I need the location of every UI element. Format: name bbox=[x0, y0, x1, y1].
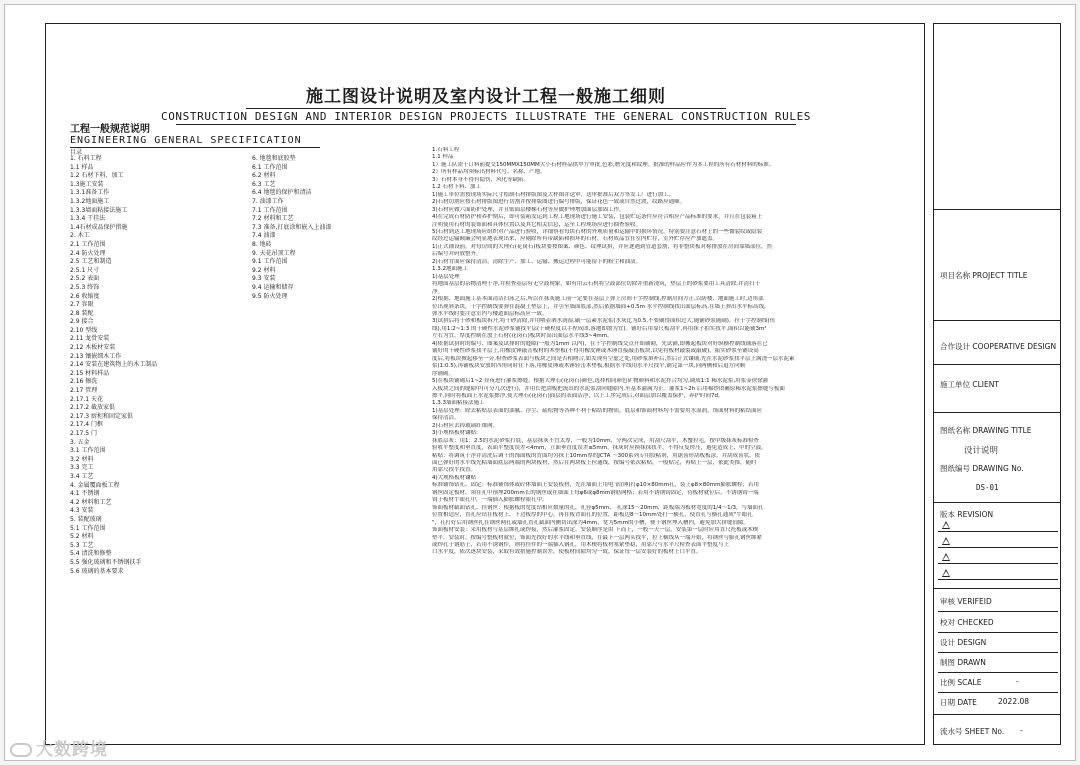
revision-row-1 bbox=[938, 520, 1058, 532]
spec-paragraph: 1)正式铺设前，对每房间的大理石(花岗石)板块要按图案、颜色、纹理试拼，并应逐遇到管道套割，将非整块板对称排放在房间靠墙部位，然 bbox=[432, 243, 772, 250]
toc-item: 2.4 防火处理 bbox=[70, 249, 106, 257]
toc-item: 5.4 清洗和修整 bbox=[70, 550, 112, 558]
revision-triangle-icon bbox=[942, 521, 950, 529]
date-label: 日期 DATE bbox=[940, 698, 977, 707]
spec-paragraph: 位出现斜条块，十字控制线要弹在混凝土垫层上，并引至墙面底部,然后依据墙面+0.5m 水平控制线找出面层标高,在墙上弹出水平标高线, bbox=[432, 303, 766, 310]
sheet-number-label: 流水号 SHEET No. bbox=[940, 727, 1005, 736]
spec-paragraph: 2）所有样品均须标出材料代号、名称、产地。 bbox=[432, 169, 546, 176]
revision-label: 版本 REVISION bbox=[940, 510, 994, 519]
spec-paragraph: 或焊孔于钢筋上，若用不锈钢件，则将挂件的一端插入钢孔，用木楔将板材塞紧垫稳，用靠尺与水平尺检查表面平整度与上 bbox=[432, 542, 730, 549]
design-label: 设计 DESIGN bbox=[940, 638, 987, 647]
divider bbox=[934, 209, 1060, 210]
toc-item: 9. 天花吊顶工程 bbox=[252, 249, 296, 257]
spec-paragraph: 5)在板块铺砌后1~2 昼夜进行灌浆擦缝。根据大理石(花岗石)颜色,选择相同颜色矿物颜料和水泥拌合均匀,调成1:1 稀水泥浆,用浆壶徐徐灌 bbox=[432, 378, 769, 385]
spec-paragraph: 验收平整度和垂直度，表面平整度误差<4mm，立面垂直度误差≤5mm，抹灰时应换抹抹找平，不得反复搓压，避免造成上、中的空鼓。 bbox=[432, 445, 767, 452]
toc-item: 1.3.1准备工作 bbox=[70, 189, 110, 197]
spec-paragraph: 钢丝固定板材，须在孔中预埋200mm长的钢丝或在墙面上每φ6或φ8mm钢筋网格；若用不锈钢钩固定，待板材就位后，不锈钢钩一端 bbox=[432, 489, 759, 496]
toc-label: 目录 bbox=[70, 149, 83, 156]
spec-paragraph: 标准铺饰钻孔、固定：标准铺饰体或砼体墙面上安装板材，先在墙面上用电 钻(锤)打φ10×80mm孔，装上φ8×80mm膨胀螺栓；若用 bbox=[432, 482, 759, 489]
toc-item: 3.2 材料 bbox=[70, 455, 94, 463]
spec-paragraph: 3)试拼后将干砂和板块拆开,将干砂清除,并用喂壶洒水润湿,刷一层素水泥浆(水灰比为0.5,不要刷得面积过大,随铺砂浆随刷)。拉十字控制线(鱼 bbox=[432, 318, 776, 325]
divider bbox=[938, 611, 1058, 612]
title-block bbox=[933, 23, 1061, 745]
spec-paragraph: 3）石材本身不得有隐伤、风化等缺陷。 bbox=[432, 176, 530, 183]
spec-paragraph: 1.2 石材下料、加工 bbox=[432, 184, 481, 191]
spec-paragraph: 纹经过运输颠簸会明显地表现出来，应剔除所有带缺陷和损坏的石材，石材成品宜在室内贮存，室外贮存应严加遮盖。 bbox=[432, 236, 719, 243]
toc-item: 2.17.1 天花 bbox=[70, 395, 103, 403]
spec-paragraph: 垫平，安装时，按编号整板材就位，饰面先找好的水平线和垂直线，在最下一层两头找平，拉上横线从一端开始，将钢丝与膨孔钢丝绑紧 bbox=[432, 534, 763, 541]
checked-label: 校对 CHECKED bbox=[940, 618, 994, 627]
divider bbox=[938, 692, 1058, 693]
spec-paragraph: 1.3.3墙面粘接法施工 bbox=[432, 400, 485, 407]
toc-item: 5.2 材料 bbox=[70, 533, 94, 541]
toc-item: 2.6 收缩度 bbox=[70, 292, 100, 300]
toc-item: 2.11 龙骨安装 bbox=[70, 335, 110, 343]
toc-item: 9.3 安装 bbox=[252, 275, 276, 283]
project-title-label: 项目名称 PROJECT TITLE bbox=[940, 271, 1028, 280]
toc-item: 7.2 材料和工艺 bbox=[252, 215, 294, 223]
divider bbox=[934, 320, 1060, 321]
divider bbox=[938, 672, 1058, 673]
toc-item: 2.5.3 终饰 bbox=[70, 283, 100, 291]
toc-item: 5.3 工艺 bbox=[70, 541, 94, 549]
toc-item: 8. 地砖 bbox=[252, 240, 272, 248]
spec-paragraph: 2)石材背面应保持清洁，清除生产、加工、运输、搬运过程中可能留下的粉尘和油渍。 bbox=[432, 258, 642, 265]
spec-paragraph: 面已弹好的水平线先粘墙面底层两端的两块板材，然后在两块板上拉通线，按编号依次粘贴，一般贴完，再贴上一层，依此类推，随时 bbox=[432, 460, 757, 467]
spec-paragraph: 1.石料工程 bbox=[432, 147, 460, 153]
spec-paragraph: 4)依据试拼时的编号、图案及试排时的缝隙(一般为1mm 以内)，在十字控制线交点开始铺砌，先试铺,即搬起板块对好纵横控制线铺落在已 bbox=[432, 340, 768, 347]
toc-item: 1.2 石材下料、加工 bbox=[70, 172, 124, 180]
divider bbox=[934, 412, 1060, 413]
toc-item: 7.3 准备,打底涂和嵌入上油漆 bbox=[252, 223, 332, 231]
toc-item: 6.1 工作范围 bbox=[252, 163, 288, 171]
divider bbox=[934, 364, 1060, 365]
section-heading bbox=[70, 120, 320, 148]
toc-item: 2.5.1 尺寸 bbox=[70, 266, 100, 274]
revision-triangle-icon bbox=[942, 569, 950, 577]
toc-item: 2.1 工作范围 bbox=[70, 240, 106, 248]
drawing-sheet bbox=[4, 4, 1076, 761]
spec-paragraph: 3)小规格板材镶贴: bbox=[432, 430, 478, 437]
toc-item: 2.10 型线 bbox=[70, 326, 98, 334]
revision-row-4 bbox=[938, 568, 1058, 580]
toc-item: 3.4 工艺 bbox=[70, 472, 94, 480]
toc-item: 5.6 玻璃的基本要求 bbox=[70, 567, 124, 575]
toc-item: 4.1 不锈钢 bbox=[70, 490, 100, 498]
toc-column-2 bbox=[252, 155, 331, 301]
spec-paragraph: 2)石材应去掉玻璃纤维网。 bbox=[432, 422, 499, 429]
date-value: 2022.08 bbox=[998, 697, 1030, 706]
spec-paragraph: 保持清洁。 bbox=[432, 415, 460, 422]
toc-item: 9.2 材料 bbox=[252, 266, 276, 274]
scale-value: - bbox=[1016, 677, 1019, 686]
cooperative-design-label: 合作设计 COOPERATIVE DESIGN bbox=[940, 342, 1057, 351]
toc-item: 3.3 完工 bbox=[70, 464, 94, 472]
toc-item: 9.1 工作范围 bbox=[252, 258, 288, 266]
divider bbox=[934, 588, 1060, 589]
toc-item: 2.13 镶嵌细木工作 bbox=[70, 352, 122, 360]
toc-item: 1.3.2地面施工 bbox=[70, 197, 110, 205]
toc-item: 3.1 工作范围 bbox=[70, 447, 106, 455]
toc-item: 1.3.3墙面粘接法施工 bbox=[70, 206, 128, 214]
toc-item: 1. 石料工程 bbox=[70, 155, 102, 162]
toc-item: 2.14 安装在建筑物上的木工制品 bbox=[70, 361, 158, 369]
spec-paragraph: 1.1 样品 bbox=[432, 154, 454, 161]
toc-item: 2.17.4 门框 bbox=[70, 421, 103, 429]
toc-item: 1.4石材成品保护措施 bbox=[70, 223, 128, 231]
spec-paragraph: 饰面板材安装：采用板材与基层绑扎或焊接，然后灌浆固定。安装顺序是由 下而上，一般一天一层，安装第一层时应用直尺托板或木楔 bbox=[432, 527, 759, 534]
spec-paragraph: 注明使用石材的装饰面和具体位置以及其它相关信息，运至工程现场应进行抽查验收。 bbox=[432, 221, 642, 228]
spec-paragraph: 后编号并码放整齐。 bbox=[432, 251, 482, 258]
spec-paragraph: 3)石材应做六面防护处理，并且贴面层楼梯石材等应做护理增加面层加固工作。 bbox=[432, 206, 625, 213]
spec-paragraph: 饰面板材截面钻孔、挂钢丝：根据板的宽度钻相应数量的孔，孔径φ5mm， 孔深15～20mm，距板端为板材宽度的1/4～1/3，与墙面孔 bbox=[432, 504, 764, 511]
toc-item: 7.1 工作范围 bbox=[252, 206, 288, 214]
spec-paragraph: 4)大规格板材镶贴 bbox=[432, 474, 477, 481]
spec-paragraph: 擦平,同时将板面上水泥浆擦净,使大理石(花岗石)面层的表面洁净，以上工序完成后,对面层加以覆盖保护，养护时间7d。 bbox=[432, 392, 724, 399]
toc-item: 2.8 装配 bbox=[70, 309, 94, 317]
toc-item: 6. 地毯和底胶垫 bbox=[252, 155, 296, 162]
spec-paragraph: 1）施工队需于订料前提交150MMX150MM大小石材样品供甲方审批,色彩,磨光度和纹理。批准的样品应作为本工程的所有石材材料的标准。 bbox=[432, 161, 775, 168]
spec-paragraph: 粘贴：将调筑于净并清洗后调干的饰面板的背面均匀抹上10mm厚的JCTA ～300系列专用胶粘剂，用锯齿形刮板板涂，并刮成齿状，依 bbox=[432, 452, 761, 459]
toc-item: 2. 木工 bbox=[70, 232, 90, 240]
spec-paragraph: 用靠尺找平找直。 bbox=[432, 467, 477, 474]
spec-paragraph: 1)基层处理：除去粘贴层表面的油腻、浮尘、疏松物等各种不利于粘结的物质，底层和饰面材料均不需要用水湿润，饰面材料的粘结面应 bbox=[432, 407, 763, 414]
toc-item: 3. 五金 bbox=[70, 438, 90, 446]
toc-item: 1.3施工安装 bbox=[70, 180, 104, 188]
sheet-number-value: - bbox=[1020, 726, 1023, 735]
spec-paragraph: 2)石材切割应按石材排版图进行切割并按排版图进行编号排版，保证花色一致或自然过渡，纹路应通顺。 bbox=[432, 199, 686, 206]
toc-item: 4.2 材料和工艺 bbox=[70, 498, 112, 506]
spec-paragraph: 线),用1:2~1:3 的干硬性水泥砂浆铺找平层(干硬程度以手捏成团,落地即散为宜)。铺好后用靠尺板刮平,再用抹子拍实找平,面积以能铺3m² bbox=[432, 325, 767, 332]
toc-item: 6.2 材料 bbox=[252, 172, 276, 180]
toc-item: 1.1 样品 bbox=[70, 163, 94, 171]
toc-item: 2.16 擦洗 bbox=[70, 378, 98, 386]
toc-item: 7.4 油漆 bbox=[252, 232, 276, 240]
revision-row-2 bbox=[938, 536, 1058, 548]
toc-item: 6.3 工艺 bbox=[252, 180, 276, 188]
toc-item: 9.4 运输和储存 bbox=[252, 283, 294, 291]
spec-paragraph: 将地面基层的杂物清理干净,并检查基层有无空鼓现象，如有用云石机将空鼓部位切除并重新浇筑，垫层上的砂浆要用工具清除,并清扫干 bbox=[432, 281, 761, 288]
toc-item: 2.17.3 厨柜和固定家俱 bbox=[70, 412, 133, 420]
toc-item: 4.3 安装 bbox=[70, 507, 94, 515]
spec-paragraph: 净。 bbox=[432, 288, 444, 295]
toc-item: 2.5 工艺和制造 bbox=[70, 258, 112, 266]
spec-paragraph: 1)施工单位需按现场实际尺寸绘制石材排版图及大样图并送审，送审批准后双方签发工厂进行加工。 bbox=[432, 191, 675, 198]
scale-label: 比例 SCALE bbox=[940, 678, 982, 687]
toc-item: 5.5 强化玻璃和不锈钢扶手 bbox=[70, 558, 142, 566]
watermark-logo-icon bbox=[10, 743, 32, 757]
section-title-chinese: 工程一般规范说明 bbox=[70, 124, 150, 135]
revision-triangle-icon bbox=[942, 537, 950, 545]
spec-paragraph: 钩于板材牛眼孔中，一端插入膨胀螺栓眼孔中。 bbox=[432, 497, 548, 504]
spec-paragraph: 4)在完成石材防护和养护期后，即可装箱发运到工程工地现场进行施工安装，包装贮运条件应符合相应产品标准的要求，并且在包装箱上 bbox=[432, 214, 763, 221]
spec-paragraph: 序铺砌。 bbox=[432, 370, 455, 377]
spec-paragraph: 口水平度，依次逐块安装，采取有效措施控制误差，使板材间隙均匀一致，保证每一层安装好的板材上口平直。 bbox=[432, 549, 702, 556]
watermark bbox=[10, 735, 108, 760]
specification-body bbox=[432, 147, 902, 557]
toc-item: 5.1 工作范围 bbox=[70, 524, 106, 532]
spec-paragraph: 左右为宜。厚度控制在放上石材(花岗石)板块时高出面层水平线3~4mm。 bbox=[432, 333, 613, 340]
divider bbox=[934, 714, 1060, 715]
drawing-number-value: DS-01 bbox=[976, 483, 999, 492]
spec-paragraph: 铺好的干硬性砂浆找平层上,用橡皮锤敲击板材的木垫板(不得用橡皮锤或木锤直接敲击板块,以免将板材敲裂或敲破)，振实砂浆至铺设高 bbox=[432, 348, 759, 355]
toc-item: 2.9 接合 bbox=[70, 318, 94, 326]
divider bbox=[938, 632, 1058, 633]
verified-label: 审核 VERIFEID bbox=[940, 597, 992, 606]
revision-triangle-icon bbox=[942, 553, 950, 561]
spec-paragraph: 浆(1:0.5),再铺板块安放时四角同时往下落,用橡皮锤或木锤轻击木垫板,根据水平线用水平尺找平,铺完第一块,向两侧和后退方向顺 bbox=[432, 363, 746, 370]
spec-paragraph: 入板块之间的缝隙中(可分几次进行)，并用长把刮板把流出的水泥浆刮向缝隙内,至基本灌满为止。灌浆1~2h 后用棉纱团蘸原稀水泥浆擦缝与板面 bbox=[432, 385, 785, 392]
spec-paragraph: "，孔打好后用钢丝扎在钢丝网孔或墙孔直孔截面内侧切出深为4mm，宽为5mm的小槽，便于钢丝埋入槽内，避免加大拼缝间隙。 bbox=[432, 519, 749, 526]
toc-item: 5. 装配玻璃 bbox=[70, 515, 102, 523]
drawing-number-label: 图纸编号 DRAWING No. bbox=[940, 464, 1024, 473]
toc-item: 6.4 地毯的保护和清洁 bbox=[252, 189, 312, 197]
spec-paragraph: 位置相适应，直孔应钻在板材上、下边板厚的中心，再在板背面孔的位置，距板边8～10mm处打一横孔，使直孔与横孔通成"牛眼孔 bbox=[432, 512, 753, 519]
drawing-title-value: 设计说明 bbox=[964, 446, 999, 456]
spec-paragraph: 5)石材到达工地现场应组织对产品进行验收，详细察看每块石材的外观质量和运输中的损坏情况，特别要注意石材上的一些微裂纹或隐裂 bbox=[432, 228, 763, 235]
section-title-english: ENGINEERING GENERAL SPECIFICATION bbox=[70, 135, 302, 146]
toc-item: 2.17 管理 bbox=[70, 387, 98, 395]
drawn-label: 制图 DRAWN bbox=[940, 658, 986, 667]
toc-item: 7. 油漆工作 bbox=[252, 197, 284, 205]
divider bbox=[934, 502, 1060, 503]
toc-item: 2.5.2 表面 bbox=[70, 275, 100, 283]
divider bbox=[938, 652, 1058, 653]
toc-item: 2.17.2 截放家俱 bbox=[70, 404, 115, 412]
toc-item: 2.12 木板材安装 bbox=[70, 344, 116, 352]
toc-item: 2.15 材料样品 bbox=[70, 369, 110, 377]
title-underline bbox=[246, 108, 726, 109]
revision-row-3 bbox=[938, 552, 1058, 564]
spec-paragraph: 1)基层处理 bbox=[432, 273, 460, 280]
title-chinese: 施工图设计说明及室内设计工程一般施工细则 bbox=[306, 87, 666, 107]
spec-paragraph: 抹底层灰：用1：2.5的水泥砂浆打底，基层抹灰不宜太厚，一般为10mm，分两次完成，用刮尺刮平，木蟹拉毛，按中级抹灰标准检查 bbox=[432, 437, 759, 444]
spec-paragraph: 2)根据、地面施工基本面清洁扫泳之后,所以在抹灰施工前一定要在基层上弹上房间十字控制线,控制房间方正,以防楼、地面施工时,边角部 bbox=[432, 296, 764, 303]
title-english: CONSTRUCTION DESIGN AND INTERIOR DESIGN PROJECTS ILLUSTRATE THE GENERAL CONSTRUCTION RULES bbox=[160, 110, 812, 123]
spec-paragraph: 度后,将板块掀起移至一旁,检查砂浆表面与板块之间是否相吻合,如发现有空虚之处,用砂浆填补后,然后正式镶铺,先在水泥砂浆找平层上满浇一层水泥素 bbox=[432, 355, 795, 362]
toc-item: 9.5 防火处理 bbox=[252, 292, 288, 300]
watermark-text: 大数跨境 bbox=[36, 740, 108, 760]
toc-column-1 bbox=[70, 155, 157, 576]
toc-item: 2.7 容限 bbox=[70, 301, 94, 309]
drawing-title-label: 图纸名称 DRAWING TITLE bbox=[940, 426, 1032, 435]
client-label: 施工单位 CLIENT bbox=[940, 380, 999, 389]
toc-item: 4. 金属覆面板工程 bbox=[70, 481, 120, 489]
spec-paragraph: 弹水平线时要注意室内与楼道面层标高应一致。 bbox=[432, 310, 548, 317]
spec-paragraph: 1.3.2地面施工 bbox=[432, 266, 468, 273]
drawing-frame bbox=[45, 23, 925, 745]
section-underline bbox=[70, 147, 320, 148]
toc-item: 1.3.4 干挂法 bbox=[70, 215, 106, 223]
main-title bbox=[46, 82, 926, 125]
toc-item: 2.17.5 门 bbox=[70, 430, 97, 437]
